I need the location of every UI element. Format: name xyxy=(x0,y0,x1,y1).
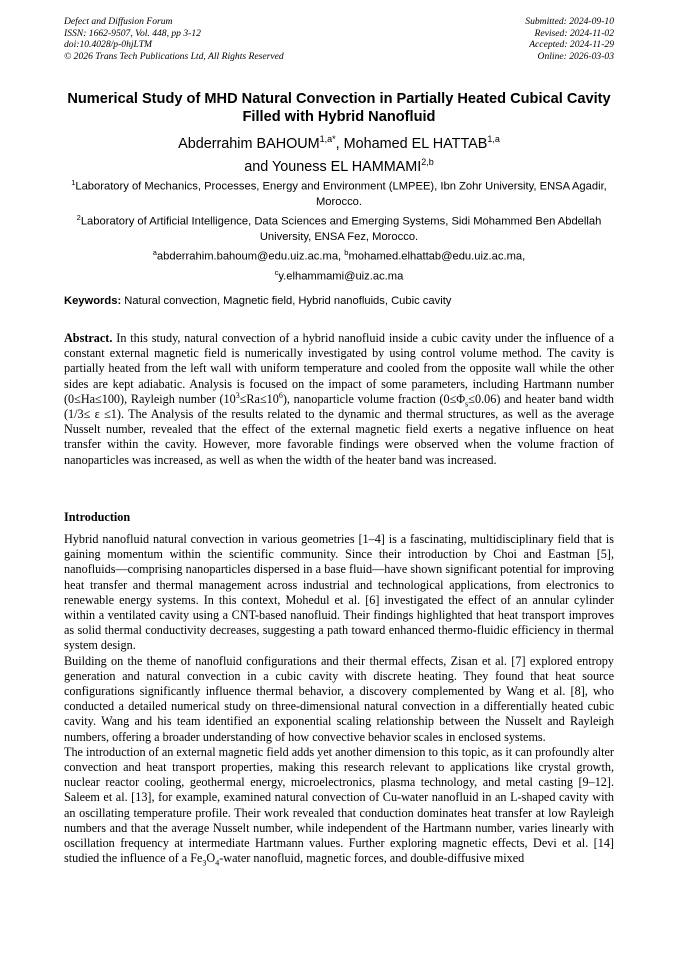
author-emails xyxy=(64,245,614,284)
journal-doi: doi:10.4028/p-0hjLTM xyxy=(64,39,153,50)
date-accepted: Accepted: 2024-11-29 xyxy=(529,39,614,50)
email-link[interactable]: mohamed.elhattab@edu.uiz.ac.ma, xyxy=(348,250,526,263)
email-mark: b xyxy=(344,248,349,257)
author-separator: , xyxy=(335,135,344,152)
author-affiliation-mark: 1,a* xyxy=(319,134,336,144)
introduction-body xyxy=(64,532,614,866)
email-mark: a xyxy=(152,248,157,257)
affiliation-mark: 1 xyxy=(71,178,76,187)
affiliation-text: Laboratory of Mechanics, Processes, Energy and Environment (LMPEE), Ibn Zohr University, ENSA Agadir, Morocco. xyxy=(75,180,607,208)
abstract-label: Abstract. xyxy=(64,331,113,345)
abstract-block xyxy=(64,331,614,468)
author-conjunction: and xyxy=(244,158,272,175)
abstract-subscript: s xyxy=(465,399,469,409)
author-list xyxy=(40,130,638,176)
introduction-text: The introduction of an external magnetic field adds yet another dimension to this topic, as it can profoundly alter convection and heat transport properties, making this research relevant to applications like crystal growth, nuclear reactor cooling, geothermal energy, microelectronics, plasma technology, and metal casting [9–12]. Saleem et al. [13], for example, examined natural convection of Cu-water nanofluid in an L-shaped cavity with an oscillating temperature profile. Their work revealed that conduction dominates heat transfer at low Rayleigh numbers and that the average Nusselt number, while independent of the Hartmann number, varies linearly with oscillation frequency at intermediate Hartmann values. Further exploring magnetic effects, Devi et al. [14] studied the influence of a Fe xyxy=(64,744,614,866)
abstract-text: ≤Ra≤10 xyxy=(239,391,279,406)
formula-subscript: 3 xyxy=(202,858,207,868)
abstract-text: In this study, natural convection of a hybrid nanofluid inside a cubic cavity under the influence of a constant external magnetic field is numerically investigated by using control volume method. The cavity is partially heated from the left wall with uniform temperature and cooled from the opposite wall while the other sides are kept adiabatic. Analysis is focused on the impact of some parameters, including Hartmann number (0≤Ha≤100), Rayleigh number (10 xyxy=(64,331,614,406)
date-submitted: Submitted: 2024-09-10 xyxy=(525,16,614,27)
abstract-paragraph xyxy=(64,331,614,468)
abstract-text: ), nanoparticle volume fraction (0≤Φ xyxy=(282,391,466,406)
email-mark: c xyxy=(274,267,279,277)
author-affiliation-mark: 1,a xyxy=(487,134,500,144)
introduction-paragraph xyxy=(64,745,614,867)
introduction-heading: Introduction xyxy=(64,510,131,524)
journal-copyright: © 2026 Trans Tech Publications Ltd, All Rights Reserved xyxy=(64,50,284,62)
abstract-exponent: 6 xyxy=(278,390,283,400)
affiliation-1 xyxy=(64,175,614,210)
author-name: Abderrahim BAHOUM xyxy=(178,135,320,152)
journal-issn: ISSN: 1662-9507, Vol. 448, pp 3-12 xyxy=(64,27,201,39)
introduction-text: -water nanofluid, magnetic forces, and double-diffusive mixed xyxy=(219,851,525,866)
affiliation-text: Laboratory of Artificial Intelligence, Data Sciences and Emerging Systems, Sidi Mohammed Ben Abdellah University, ENSA Fez, Morocco. xyxy=(80,215,602,243)
email-link[interactable]: y.elhammami@uiz.ac.ma xyxy=(278,270,404,283)
author-affiliation-mark: 2,b xyxy=(421,156,434,167)
affiliation-2 xyxy=(64,210,614,245)
abstract-text: ≤0.06) and heater band width (1/3≤ ε ≤1). The Analysis of the results related to the dynamic and thermal structures, as well as the average Nusselt number, revealed that the effect of the external magnetic field exerts a negative influence on heat transfer within the cavity. However, more favorable findings were observed when the volume fraction of nanoparticles was increased, as well as when the width of the heater band was increased. xyxy=(64,391,614,467)
email-link[interactable]: abderrahim.bahoum@edu.uiz.ac.ma, xyxy=(156,250,345,263)
author-name: Youness EL HAMMAMI xyxy=(271,158,422,175)
paper-title: Numerical Study of MHD Natural Convection in Partially Heated Cubical Cavity Filled with Hybrid Nanofluid xyxy=(67,91,611,125)
abstract-exponent: 3 xyxy=(235,390,240,400)
formula-subscript: 4 xyxy=(215,858,220,868)
keywords-text: Natural convection, Magnetic field, Hybrid nanofluids, Cubic cavity xyxy=(121,295,452,307)
keywords-line xyxy=(64,294,614,309)
date-online: Online: 2026-03-03 xyxy=(537,50,614,62)
journal-header-left xyxy=(64,16,284,62)
affiliation-mark: 2 xyxy=(76,213,81,222)
journal-name: Defect and Diffusion Forum xyxy=(64,16,173,27)
introduction-paragraph: Building on the theme of nanofluid configurations and their thermal effects, Zisan et al. [7] explored entropy generation and natural convection in a cubic cavity with discrete heating. They found that heat source configurations significantly influence thermal behavior, a discovery complemented by Wang et al. [8], who conducted a detailed numerical study on three-dimensional natural convection in a differentially heated cubic cavity. Wang and his team identified an exponential scaling relationship between the Nusselt and Rayleigh numbers, offering a broader understanding of how convective behavior scales in enclosed systems. xyxy=(64,653,614,744)
introduction-text: O xyxy=(206,851,216,866)
introduction-paragraph: Hybrid nanofluid natural convection in various geometries [1–4] is a fascinating, multidisciplinary field that is gaining momentum within the scientific community. Since their introduction by Choi and Eastman [5], nanofluids—comprising nanoparticles dispersed in a base fluid—have shown significant potential for improving heat transfer and thermal management across industrial and technological applications, from electronics to renewable energy systems. In this context, Mohedul et al. [6] investigated the effect of an annular cylinder within a ventilated cavity using a CNT-based nanofluid. Their findings highlighted that heat transport improves as solid thermal conductivity decreases, suggesting a path toward enhanced thermo-fluidic efficiency in thermal system design. xyxy=(64,532,614,653)
date-revised: Revised: 2024-11-02 xyxy=(534,27,614,39)
author-name: Mohamed EL HATTAB xyxy=(343,135,488,152)
keywords-label: Keywords: xyxy=(64,295,122,307)
journal-header-right xyxy=(525,16,614,62)
